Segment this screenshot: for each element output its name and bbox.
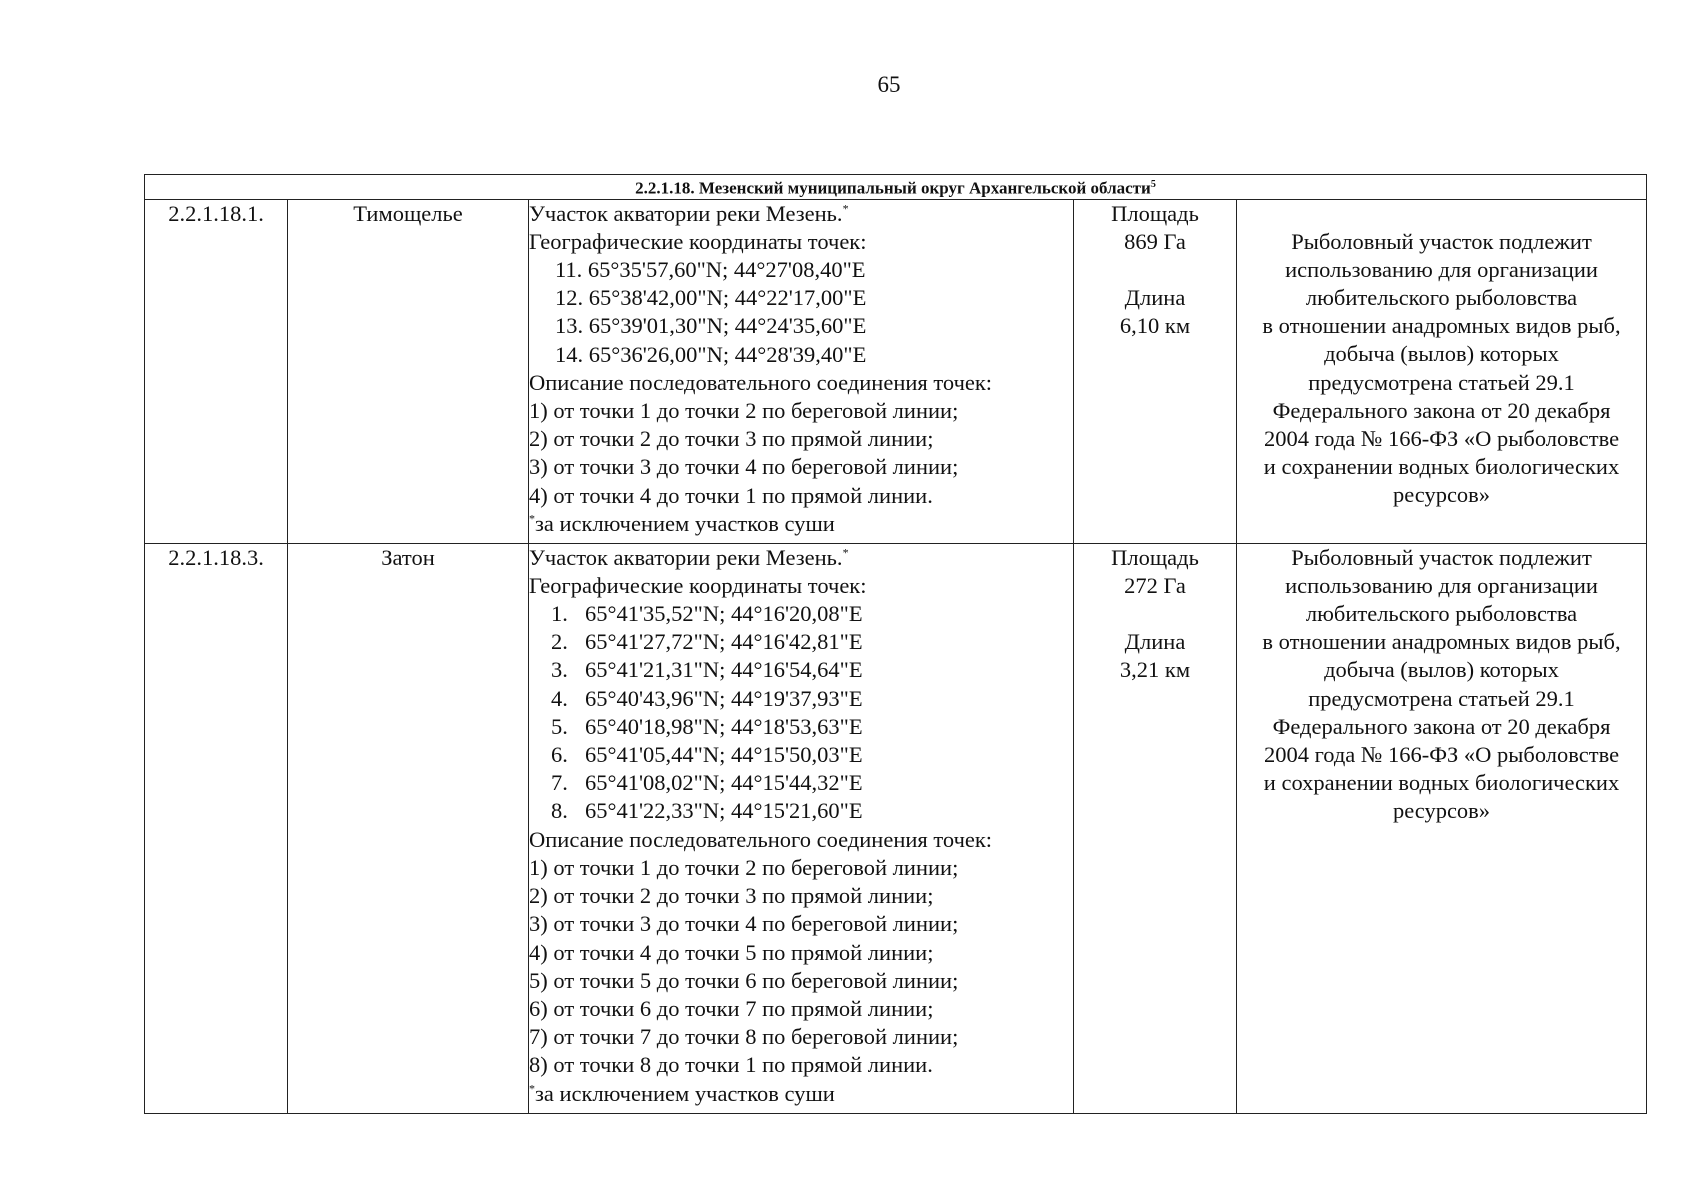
note-line: использованию для организации [1285, 572, 1598, 598]
coordinate-line [529, 685, 1073, 713]
connection-line: 2) от точки 2 до точки 3 по прямой линии; [529, 426, 934, 452]
description-head-text: Участок акватории реки Мезень. [529, 544, 843, 570]
coordinate-value: 65°40'18,98"N; 44°18'53,63"E [585, 713, 863, 739]
note-line: Федерального закона от 20 декабря [1272, 397, 1611, 423]
coordinate-line [529, 713, 1073, 741]
coordinate-index: 7. [551, 770, 568, 796]
coordinate-index: 1. [551, 601, 568, 627]
connection-line: 2) от точки 2 до точки 3 по прямой линии; [529, 883, 934, 909]
note-line: предусмотрена статьей 29.1 [1308, 685, 1575, 711]
area-note [1237, 199, 1647, 543]
section-title [145, 175, 1647, 200]
coordinate-line: 13. 65°39'01,30"N; 44°24'35,60"E [555, 313, 867, 339]
area-name: Тимощелье [288, 199, 529, 543]
area-note [1237, 543, 1647, 1113]
footnote-text: за исключением участков суши [535, 1080, 835, 1106]
coordinate-line [529, 741, 1073, 769]
area-description [529, 543, 1074, 1113]
coordinate-value: 65°40'43,96"N; 44°19'37,93"E [585, 685, 863, 711]
note-line: в отношении анадромных видов рыб, [1262, 313, 1621, 339]
note-line: 2004 года № 166-ФЗ «О рыболовстве [1263, 426, 1620, 452]
area-value: 272 Га [1124, 572, 1186, 598]
coordinate-index: 8. [551, 798, 568, 824]
coordinate-value: 65°41'35,52"N; 44°16'20,08"E [585, 601, 863, 627]
coords-label: Географические координаты точек: [529, 228, 867, 254]
head-footnote-mark: * [842, 545, 849, 560]
note-line: ресурсов» [1392, 482, 1491, 508]
note-line: добыча (вылов) которых [1324, 341, 1559, 367]
connection-label: Описание последовательного соединения точек: [529, 826, 993, 852]
note-line: Рыболовный участок подлежит [1291, 228, 1592, 254]
length-label: Длина [1124, 629, 1186, 655]
note-line: использованию для организации [1285, 256, 1598, 282]
coordinate-value: 65°41'21,31"N; 44°16'54,64"E [585, 657, 863, 683]
coordinate-index: 6. [551, 742, 568, 768]
connection-line: 7) от точки 7 до точки 8 по береговой линии; [529, 1024, 959, 1050]
area-number: 2.2.1.18.3. [145, 543, 288, 1113]
length-value: 3,21 км [1119, 657, 1191, 683]
area-metrics [1074, 543, 1237, 1113]
coordinate-index: 5. [551, 713, 568, 739]
note-line: любительского рыболовства [1305, 285, 1578, 311]
coordinate-line: 14. 65°36'26,00"N; 44°28'39,40"E [555, 341, 867, 367]
note-line: Федерального закона от 20 декабря [1272, 713, 1611, 739]
description-head [529, 200, 1073, 228]
connection-line: 8) от точки 8 до точки 1 по прямой линии. [529, 1052, 933, 1078]
description-head [529, 544, 1073, 572]
note-line: предусмотрена статьей 29.1 [1308, 369, 1575, 395]
connection-line: 1) от точки 1 до точки 2 по береговой линии; [529, 398, 959, 424]
area-value: 869 Га [1124, 228, 1186, 254]
description-head-text: Участок акватории реки Мезень. [529, 200, 843, 226]
coordinate-line [529, 656, 1073, 684]
note-line: 2004 года № 166-ФЗ «О рыболовстве [1263, 742, 1620, 768]
note-line: и сохранении водных биологических [1263, 770, 1620, 796]
coordinate-line [529, 769, 1073, 797]
note-line: Рыболовный участок подлежит [1291, 544, 1592, 570]
connection-line: 1) от точки 1 до точки 2 по береговой линии; [529, 854, 959, 880]
length-label: Длина [1124, 285, 1186, 311]
connection-line: 5) от точки 5 до точки 6 по береговой линии; [529, 967, 959, 993]
connection-line: 6) от точки 6 до точки 7 по прямой линии; [529, 995, 934, 1021]
footnote-line [529, 510, 1073, 538]
connection-line: 4) от точки 4 до точки 1 по прямой линии. [529, 482, 933, 508]
area-name: Затон [288, 543, 529, 1113]
coordinate-index: 3. [551, 657, 568, 683]
connection-line: 3) от точки 3 до точки 4 по береговой линии; [529, 454, 959, 480]
coordinate-line [529, 628, 1073, 656]
page-number: 65 [877, 72, 901, 97]
coordinate-line [529, 600, 1073, 628]
table-row [145, 543, 1647, 1113]
fishing-areas-table [144, 174, 1647, 1114]
length-value: 6,10 км [1119, 313, 1191, 339]
note-line: любительского рыболовства [1305, 601, 1578, 627]
footnote-mark: * [529, 511, 535, 526]
footnote-mark: * [529, 1081, 535, 1096]
area-description [529, 199, 1074, 543]
coordinate-index: 4. [551, 685, 568, 711]
coordinate-value: 65°41'27,72"N; 44°16'42,81"E [585, 629, 863, 655]
area-number: 2.2.1.18.1. [145, 199, 288, 543]
coords-label: Географические координаты точек: [529, 572, 867, 598]
connection-line: 3) от точки 3 до точки 4 по береговой линии; [529, 911, 959, 937]
head-footnote-mark: * [842, 201, 849, 216]
area-metrics [1074, 199, 1237, 543]
coordinate-value: 65°41'08,02"N; 44°15'44,32"E [585, 770, 863, 796]
area-label: Площадь [1111, 544, 1199, 570]
connection-label: Описание последовательного соединения точек: [529, 369, 993, 395]
connection-line: 4) от точки 4 до точки 5 по прямой линии; [529, 939, 934, 965]
coordinate-line: 12. 65°38'42,00"N; 44°22'17,00"E [555, 285, 867, 311]
note-line: и сохранении водных биологических [1263, 454, 1620, 480]
coordinate-index: 2. [551, 629, 568, 655]
footnote-text: за исключением участков суши [535, 510, 835, 536]
coordinate-value: 65°41'22,33"N; 44°15'21,60"E [585, 798, 863, 824]
coordinate-line: 11. 65°35'57,60"N; 44°27'08,40"E [555, 257, 866, 283]
note-line: ресурсов» [1392, 798, 1491, 824]
coordinate-value: 65°41'05,44"N; 44°15'50,03"E [585, 742, 863, 768]
table-row [145, 199, 1647, 543]
section-footnote-mark: 5 [1150, 179, 1156, 190]
coordinate-line [529, 797, 1073, 825]
area-label: Площадь [1111, 200, 1199, 226]
note-line: в отношении анадромных видов рыб, [1262, 629, 1621, 655]
note-line: добыча (вылов) которых [1324, 657, 1559, 683]
section-header-row [145, 175, 1647, 200]
footnote-line [529, 1080, 1073, 1108]
section-title-text: 2.2.1.18. Мезенский муниципальный округ Архангельской области [635, 178, 1151, 198]
